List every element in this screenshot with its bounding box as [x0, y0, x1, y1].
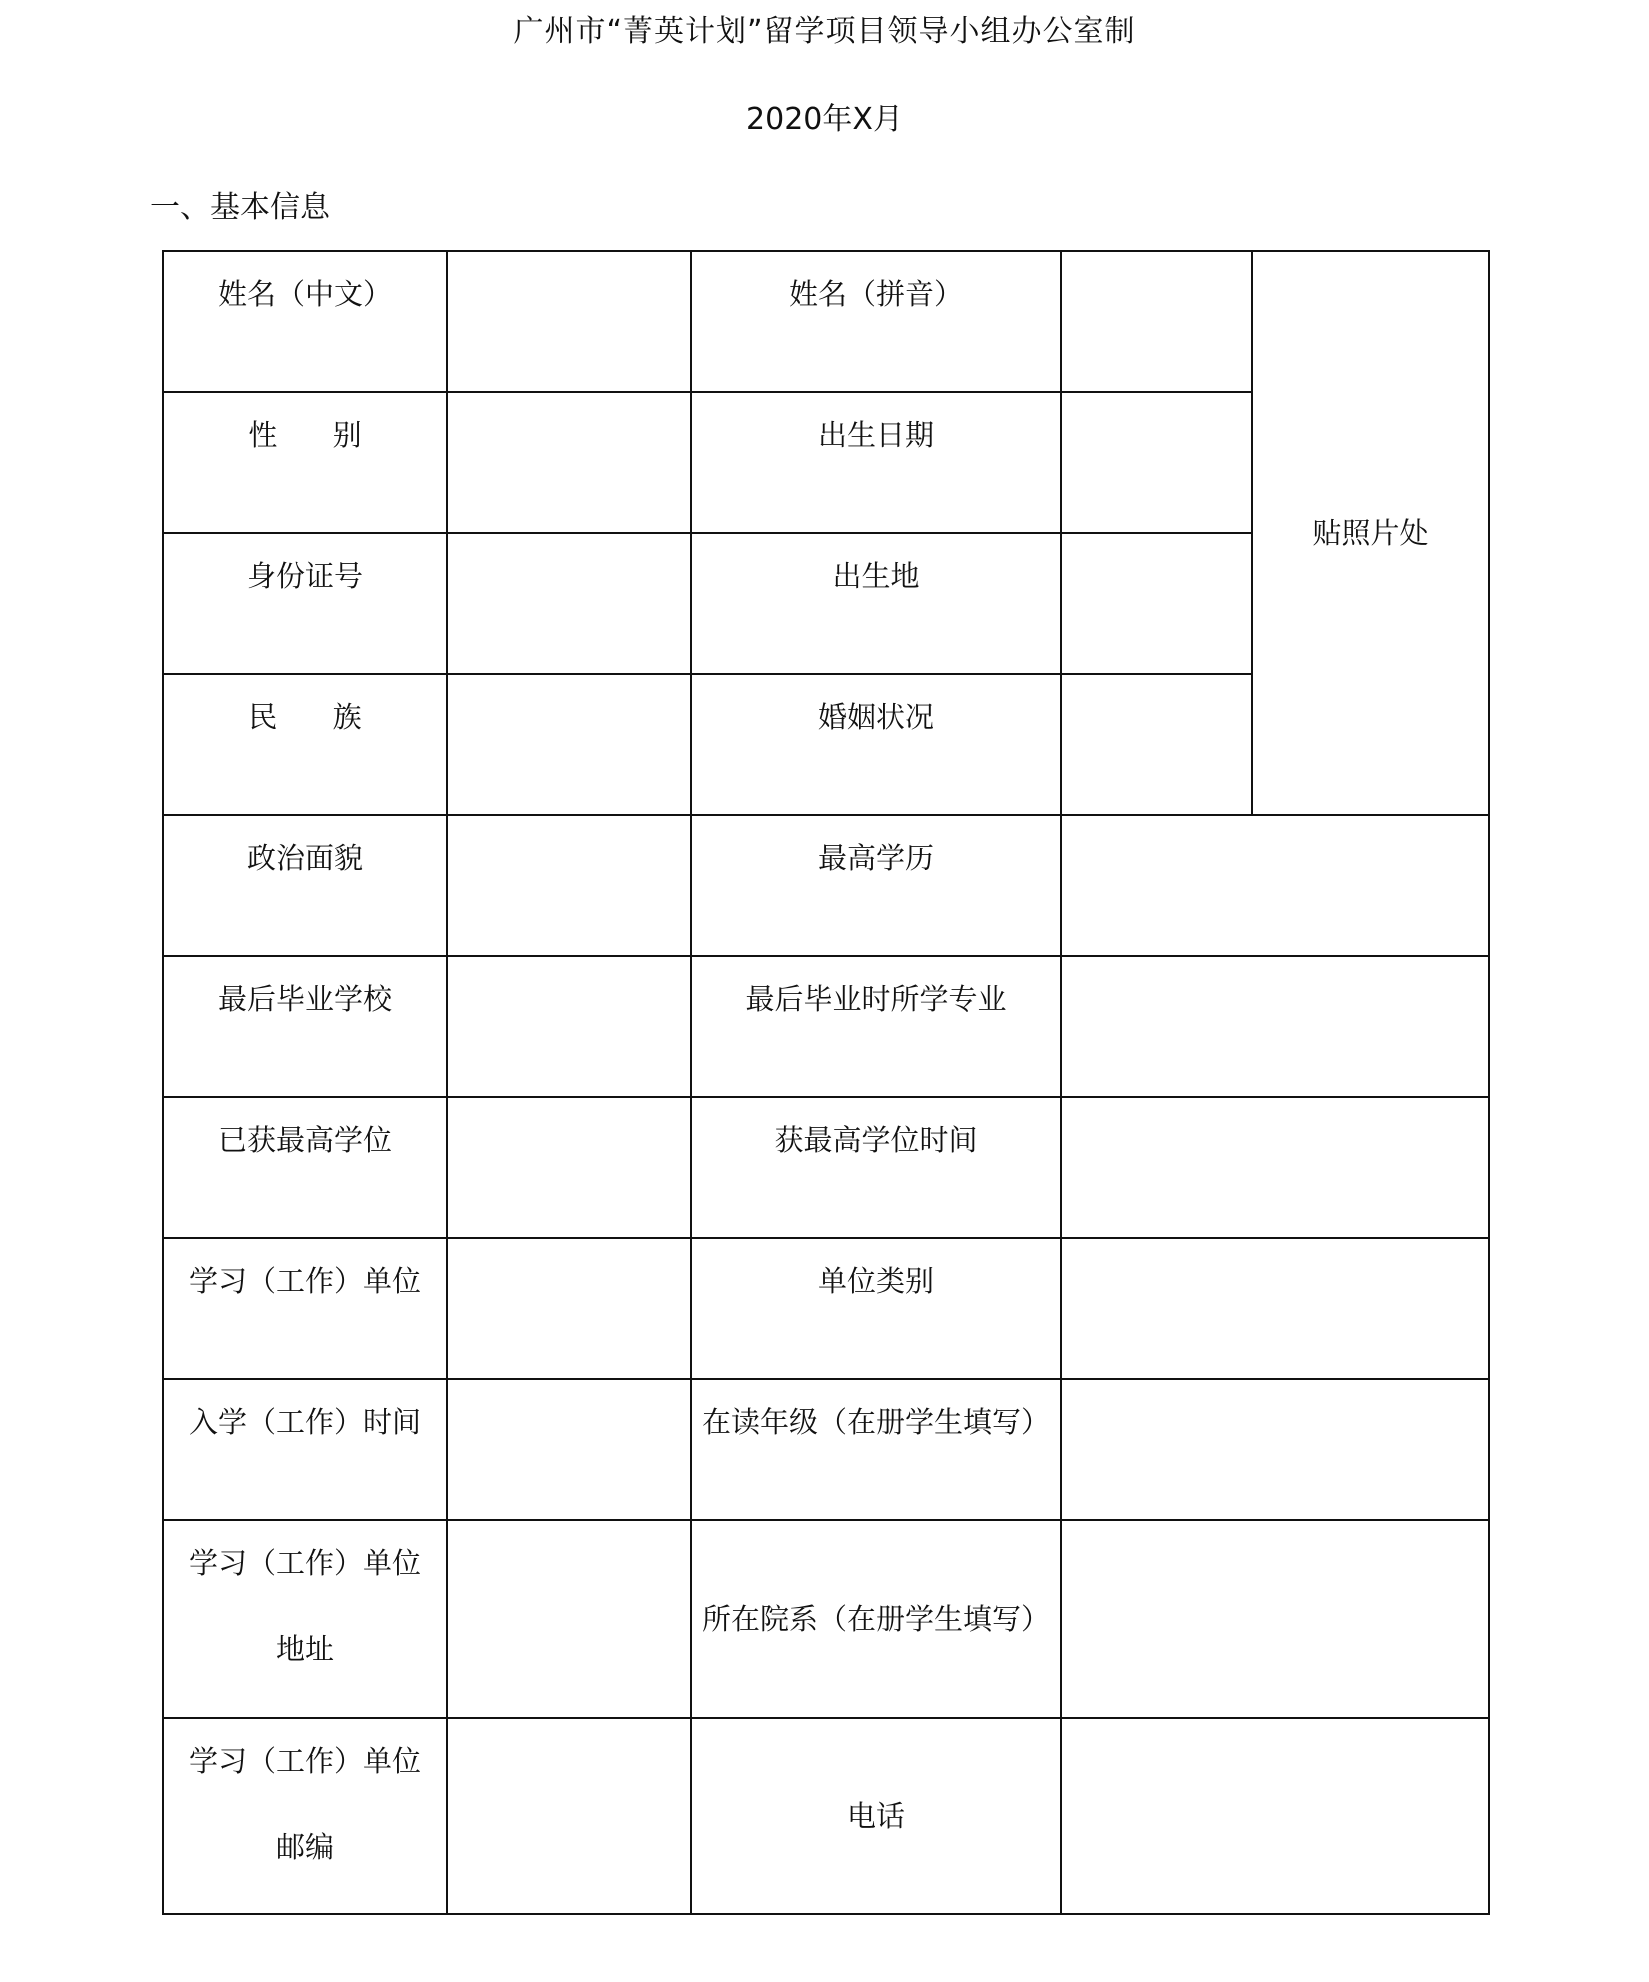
- field-value-cell[interactable]: [447, 1520, 691, 1718]
- field-label: 出生地: [691, 533, 1061, 674]
- field-value-cell[interactable]: [1061, 251, 1252, 392]
- field-label: 电话: [691, 1718, 1061, 1914]
- field-label: 已获最高学位: [163, 1097, 447, 1238]
- field-value-cell[interactable]: [447, 1718, 691, 1914]
- field-value-cell[interactable]: [447, 1238, 691, 1379]
- field-value-cell[interactable]: [447, 815, 691, 956]
- issuing-organization: 广州市“菁英计划”留学项目领导小组办公室制: [513, 14, 1136, 49]
- table-row: [163, 815, 1489, 956]
- field-label: 在读年级（在册学生填写）: [691, 1379, 1061, 1520]
- field-label-line: 邮编: [275, 1830, 334, 1864]
- field-label-line: 学习（工作）单位: [188, 1546, 421, 1580]
- field-value-cell[interactable]: [447, 392, 691, 533]
- field-label-line: 地址: [275, 1632, 334, 1666]
- field-value-cell[interactable]: [447, 956, 691, 1097]
- basic-info-table: [162, 250, 1490, 1915]
- field-label: 最后毕业时所学专业: [691, 956, 1061, 1097]
- table-row: [163, 1520, 1489, 1718]
- field-value-cell[interactable]: [1061, 533, 1252, 674]
- field-label: 性 别: [163, 392, 447, 533]
- field-value-cell[interactable]: [1061, 956, 1489, 1097]
- field-label: 获最高学位时间: [691, 1097, 1061, 1238]
- table-row: [163, 956, 1489, 1097]
- document-date: 2020年X月: [746, 102, 903, 137]
- field-label: 政治面貌: [163, 815, 447, 956]
- table-row: [163, 1379, 1489, 1520]
- table-row: [163, 1718, 1489, 1914]
- field-label: [163, 1520, 447, 1718]
- field-label-line: 学习（工作）单位: [188, 1744, 421, 1778]
- field-label: 学习（工作）单位: [163, 1238, 447, 1379]
- table-row: [163, 251, 1489, 392]
- field-label: 婚姻状况: [691, 674, 1061, 815]
- field-value-cell[interactable]: [447, 1379, 691, 1520]
- field-value-cell[interactable]: [1061, 1718, 1489, 1914]
- table-row: [163, 1238, 1489, 1379]
- photo-placeholder[interactable]: 贴照片处: [1252, 251, 1489, 815]
- section-heading: 一、基本信息: [150, 190, 330, 225]
- field-label: 民 族: [163, 674, 447, 815]
- field-label: 出生日期: [691, 392, 1061, 533]
- field-label: 姓名（拼音）: [691, 251, 1061, 392]
- field-value-cell[interactable]: [1061, 674, 1252, 815]
- field-value-cell[interactable]: [1061, 392, 1252, 533]
- field-value-cell[interactable]: [1061, 1097, 1489, 1238]
- field-label: [163, 1718, 447, 1914]
- field-value-cell[interactable]: [447, 251, 691, 392]
- field-label: 姓名（中文）: [163, 251, 447, 392]
- field-value-cell[interactable]: [1061, 815, 1489, 956]
- field-label: 身份证号: [163, 533, 447, 674]
- field-value-cell[interactable]: [1061, 1520, 1489, 1718]
- field-label: 所在院系（在册学生填写）: [691, 1520, 1061, 1718]
- field-value-cell[interactable]: [447, 1097, 691, 1238]
- field-label: 单位类别: [691, 1238, 1061, 1379]
- field-label: 最后毕业学校: [163, 956, 447, 1097]
- field-label: 入学（工作）时间: [163, 1379, 447, 1520]
- field-value-cell[interactable]: [447, 674, 691, 815]
- field-label: 最高学历: [691, 815, 1061, 956]
- field-value-cell[interactable]: [447, 533, 691, 674]
- field-value-cell[interactable]: [1061, 1379, 1489, 1520]
- table-row: [163, 1097, 1489, 1238]
- field-value-cell[interactable]: [1061, 1238, 1489, 1379]
